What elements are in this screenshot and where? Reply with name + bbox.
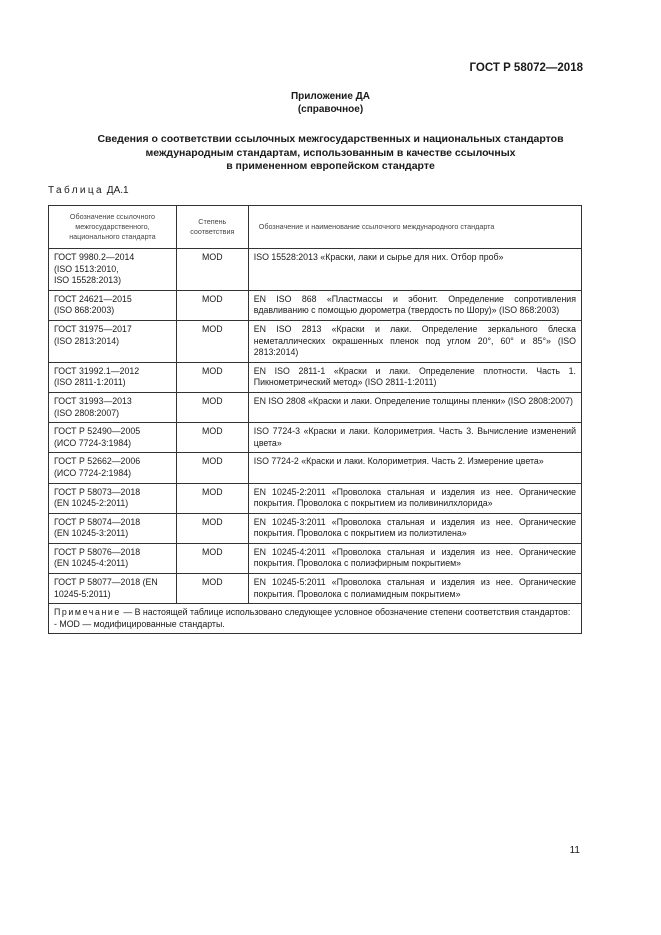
table-row bbox=[49, 249, 582, 291]
standard-code: ГОСТ Р 58072—2018 bbox=[469, 62, 583, 74]
intl-standard-cell: EN ISO 2813 «Краски и лаки. Определение зеркального блеска неметаллических окрашенных пленок под углом 20°, 60° и 85°» (ISO 2813:2014) bbox=[248, 320, 581, 362]
note-label: Примечание bbox=[54, 607, 121, 618]
ref-standard-cell: ГОСТ 31992.1—2012 (ISO 2811-1:2011) bbox=[49, 362, 177, 392]
header-ref-standard: Обозначение ссылочного межгосударственного, национального стандарта bbox=[49, 206, 177, 249]
ref-standard-cell: ГОСТ Р 58074—2018 (EN 10245-3:2011) bbox=[49, 513, 177, 543]
table-header-row bbox=[49, 206, 582, 249]
degree-cell: MOD bbox=[176, 249, 248, 291]
degree-cell: MOD bbox=[176, 320, 248, 362]
table-row bbox=[49, 423, 582, 453]
ref-standard-cell: ГОСТ 24621—2015 (ISO 868:2003) bbox=[49, 290, 177, 320]
table-row bbox=[49, 543, 582, 573]
intl-standard-cell: ISO 7724-3 «Краски и лаки. Колориметрия. Часть 3. Вычисление изменений цвета» bbox=[248, 423, 581, 453]
header-degree: Степень соответствия bbox=[176, 206, 248, 249]
degree-cell: MOD bbox=[176, 392, 248, 422]
table-note-row bbox=[49, 604, 582, 634]
degree-cell: MOD bbox=[176, 543, 248, 573]
intl-standard-cell: EN 10245-2:2011 «Проволока стальная и изделия из нее. Органические покрытия. Проволока с покрытием из поливинилхлорида» bbox=[248, 483, 581, 513]
ref-standard-cell: ГОСТ 31975—2017 (ISO 2813:2014) bbox=[49, 320, 177, 362]
ref-standard-cell: ГОСТ Р 58073—2018 (EN 10245-2:2011) bbox=[49, 483, 177, 513]
main-title-line: Сведения о соответствии ссылочных межгосударственных и национальных стандартов bbox=[97, 133, 564, 145]
ref-standard-cell: ГОСТ Р 58077—2018 (EN 10245-5:2011) bbox=[49, 574, 177, 604]
degree-cell: MOD bbox=[176, 362, 248, 392]
main-title-line: в примененном европейском стандарте bbox=[226, 160, 435, 172]
degree-cell: MOD bbox=[176, 574, 248, 604]
table-row bbox=[49, 483, 582, 513]
table-row bbox=[49, 392, 582, 422]
ref-standard-cell: ГОСТ Р 52490—2005 (ИСО 7724-3:1984) bbox=[49, 423, 177, 453]
degree-cell: MOD bbox=[176, 423, 248, 453]
ref-standard-cell: ГОСТ Р 58076—2018 (EN 10245-4:2011) bbox=[49, 543, 177, 573]
table-row bbox=[49, 290, 582, 320]
ref-standard-cell: ГОСТ Р 52662—2006 (ИСО 7724-2:1984) bbox=[49, 453, 177, 483]
table-label-number: ДА.1 bbox=[106, 185, 129, 196]
correspondence-table bbox=[48, 205, 582, 634]
ref-standard-cell: ГОСТ 9980.2—2014 (ISO 1513:2010, ISO 15528:2013) bbox=[49, 249, 177, 291]
page-number: 11 bbox=[569, 845, 580, 856]
table-row bbox=[49, 320, 582, 362]
appendix-title: Приложение ДА bbox=[290, 91, 371, 102]
appendix-heading bbox=[0, 90, 661, 116]
table-row bbox=[49, 574, 582, 604]
degree-cell: MOD bbox=[176, 483, 248, 513]
intl-standard-cell: EN 10245-4:2011 «Проволока стальная и изделия из нее. Органические покрытия. Проволока с полиэфирным покрытием» bbox=[248, 543, 581, 573]
table-label bbox=[48, 185, 129, 196]
main-title-line: международным стандартам, использованным в качестве ссылочных bbox=[145, 146, 516, 159]
main-title bbox=[60, 133, 601, 174]
intl-standard-cell: EN 10245-5:2011 «Проволока стальная и изделия из нее. Органические покрытия. Проволока с полиамидным покрытием» bbox=[248, 574, 581, 604]
note-text: — В настоящей таблице использовано следующее условное обозначение степени соответствия стандартов: - MOD — модифицированные стандарты. bbox=[54, 607, 571, 629]
degree-cell: MOD bbox=[176, 290, 248, 320]
intl-standard-cell: EN ISO 2811-1 «Краски и лаки. Определение плотности. Часть 1. Пикнометрический метод» (ISO 2811-1:2011) bbox=[248, 362, 581, 392]
table-row bbox=[49, 362, 582, 392]
degree-cell: MOD bbox=[176, 513, 248, 543]
intl-standard-cell: EN ISO 2808 «Краски и лаки. Определение толщины пленки» (ISO 2808:2007) bbox=[248, 392, 581, 422]
header-intl-standard: Обозначение и наименование ссылочного международного стандарта bbox=[248, 206, 581, 249]
intl-standard-cell: EN ISO 868 «Пластмассы и эбонит. Определение сопротивления вдавливанию с помощью дюрометра (твердость по Шору)» (ISO 868:2003) bbox=[248, 290, 581, 320]
table-label-word: Таблица bbox=[48, 185, 105, 196]
table-note bbox=[49, 604, 582, 634]
intl-standard-cell: ISO 7724-2 «Краски и лаки. Колориметрия. Часть 2. Измерение цвета» bbox=[248, 453, 581, 483]
table-row bbox=[49, 513, 582, 543]
degree-cell: MOD bbox=[176, 453, 248, 483]
ref-standard-cell: ГОСТ 31993—2013 (ISO 2808:2007) bbox=[49, 392, 177, 422]
intl-standard-cell: EN 10245-3:2011 «Проволока стальная и изделия из нее. Органические покрытия. Проволока с покрытием из полиэтилена» bbox=[248, 513, 581, 543]
intl-standard-cell: ISO 15528:2013 «Краски, лаки и сырье для них. Отбор проб» bbox=[248, 249, 581, 291]
table-row bbox=[49, 453, 582, 483]
appendix-subtitle: (справочное) bbox=[297, 104, 364, 115]
